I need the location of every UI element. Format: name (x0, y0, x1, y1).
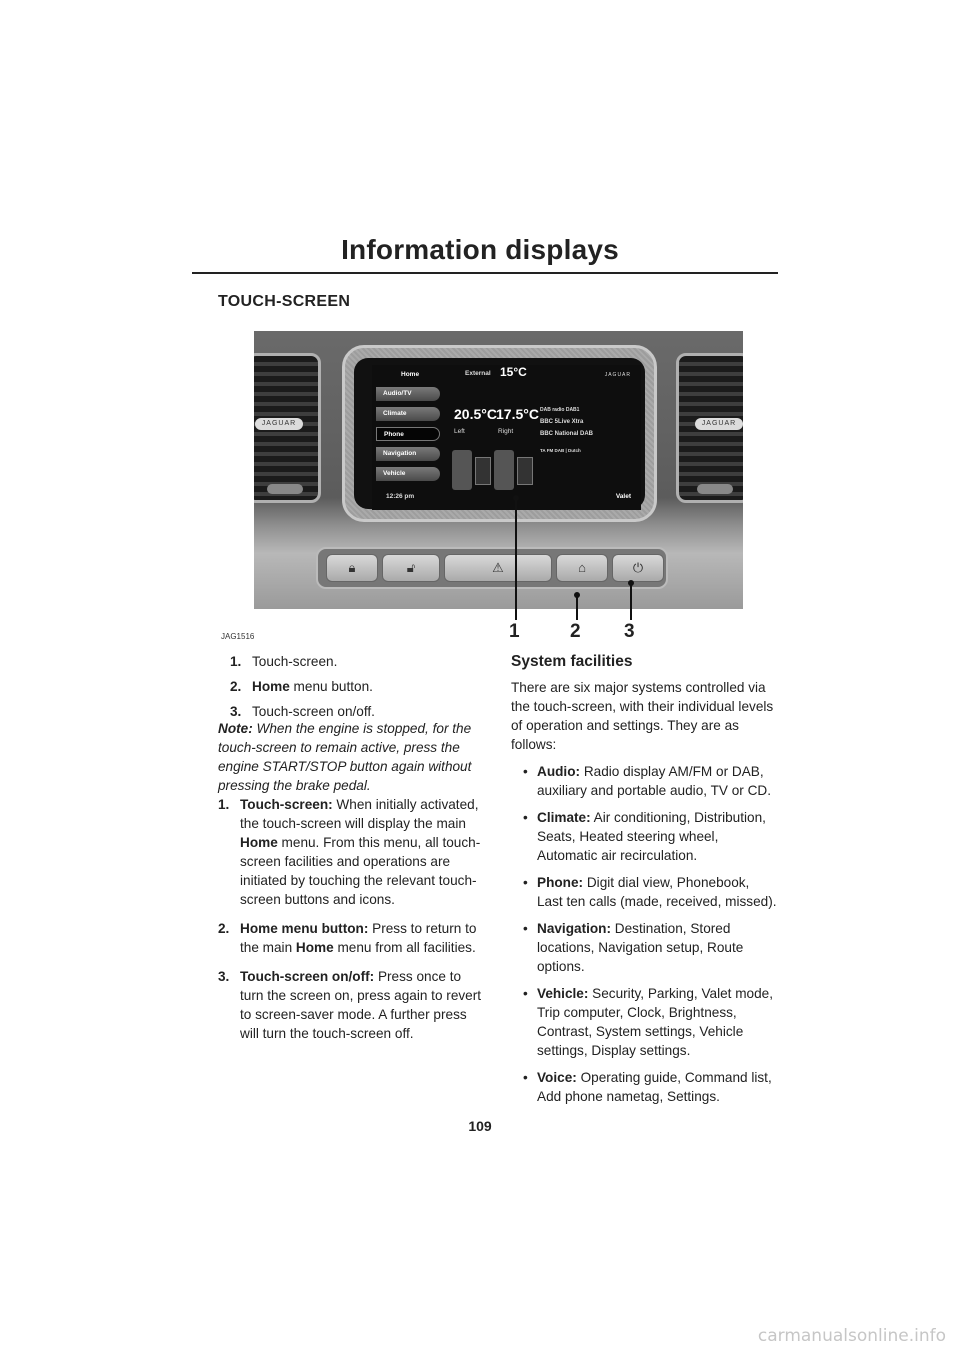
hardware-button-bar (316, 547, 668, 589)
menu-navigation: Navigation (376, 447, 440, 461)
menu-vehicle: Vehicle (376, 467, 440, 481)
vent-badge: JAGUAR (255, 418, 303, 430)
power-button: ⏻ (612, 554, 664, 582)
right-label: Right (498, 428, 514, 435)
system-facilities-intro: There are six major systems controlled via the touch-screen, with their individual levels of operation and settings. They are as follows: (511, 680, 774, 752)
seat-heat-right (517, 457, 533, 485)
seat-left (452, 450, 472, 490)
home-button: ⌂ (556, 554, 608, 582)
callout-line-1 (515, 500, 517, 620)
facility-item: • Voice: Operating guide, Command list, Add phone nametag, Settings. (523, 1070, 772, 1104)
system-facilities-heading: System facilities (511, 653, 633, 670)
recirc-icon (494, 450, 514, 490)
callout-number-3: 3 (624, 621, 635, 642)
callout-number-1: 1 (509, 621, 520, 642)
left-temp: 20.5°C (454, 406, 497, 422)
touch-screen-display (372, 365, 641, 510)
title-rule (192, 272, 778, 274)
hazard-button: ⚠︎ (444, 554, 552, 582)
jaguar-logo: JAGUAR (604, 372, 631, 378)
legend-item: 3. Touch-screen on/off. (230, 704, 375, 719)
callout-line-2 (576, 597, 578, 620)
valet-button: Valet (615, 493, 631, 500)
page-number: 109 (468, 1118, 492, 1134)
legend-list (230, 652, 492, 721)
figure-id: JAG1516 (221, 632, 255, 641)
note: Note: When the engine is stopped, for the touch-screen to remain active, press the engine START/STOP button again without pressing the brake pedal. (218, 721, 472, 793)
right-column (511, 652, 777, 1106)
vent-knob (267, 484, 303, 494)
dab-station-1: BBC 5Live Xtra (540, 419, 584, 425)
clock: 12:26 pm (386, 493, 415, 500)
left-column-body (218, 719, 484, 1053)
external-label: External (465, 370, 491, 377)
page-title: Information displays (341, 234, 619, 265)
facility-item: • Navigation: Destination, Stored locations, Navigation setup, Route options. (523, 921, 744, 974)
watermark: carmanualsonline.info (757, 1326, 946, 1346)
callout-line-3 (630, 585, 632, 620)
facility-item: • Climate: Air conditioning, Distribution, Seats, Heated steering wheel, Automatic air recirculation. (523, 810, 766, 863)
right-air-vent (676, 353, 743, 503)
menu-phone: Phone (376, 427, 440, 441)
menu-climate: Climate (376, 407, 440, 421)
lock-button: 🔒︎ (326, 554, 378, 582)
facility-item: • Audio: Radio display AM/FM or DAB, auxiliary and portable audio, TV or CD. (523, 764, 771, 798)
home-tab: Home (401, 371, 420, 378)
unlock-button: 🔓︎ (382, 554, 440, 582)
description-item: 3. Touch-screen on/off: Press once to turn the screen on, press again to revert to screen-saver mode. A further press will turn the touch-screen off. (218, 969, 482, 1041)
description-item: 1. Touch-screen: When initially activated, the touch-screen will display the main Home menu. From this menu, all touch-screen facilities and operations are initiated by touching the relevant touch-screen buttons and icons. (218, 797, 481, 907)
section-heading: TOUCH-SCREEN (218, 293, 351, 310)
callout-number-2: 2 (570, 621, 581, 642)
vent-badge: JAGUAR (695, 418, 743, 430)
external-temp: 15°C (500, 365, 527, 379)
seat-heat-left (475, 457, 491, 485)
vent-knob (697, 484, 733, 494)
left-column (230, 652, 492, 727)
legend-item: 2. Home menu button. (230, 679, 373, 694)
menu-audio-tv: Audio/TV (376, 387, 440, 401)
facility-item: • Phone: Digit dial view, Phonebook, Last ten calls (made, received, missed). (523, 875, 777, 909)
right-temp: 17.5°C (496, 406, 539, 422)
dab-header: DAB radio DAB1 (540, 407, 580, 413)
left-label: Left (454, 428, 465, 435)
dab-station-2: BBC National DAB (540, 431, 594, 437)
description-item: 2. Home menu button: Press to return to the main Home menu from all facilities. (218, 921, 477, 955)
facility-item: • Vehicle: Security, Parking, Valet mode, Trip computer, Clock, Brightness, Contrast, System settings, Vehicle settings, Display settings. (523, 986, 773, 1058)
dab-status: TA FM DAB | Dutch (540, 448, 581, 453)
legend-item: 1. Touch-screen. (230, 654, 338, 669)
dashboard-figure (254, 331, 743, 609)
left-air-vent (254, 353, 321, 503)
